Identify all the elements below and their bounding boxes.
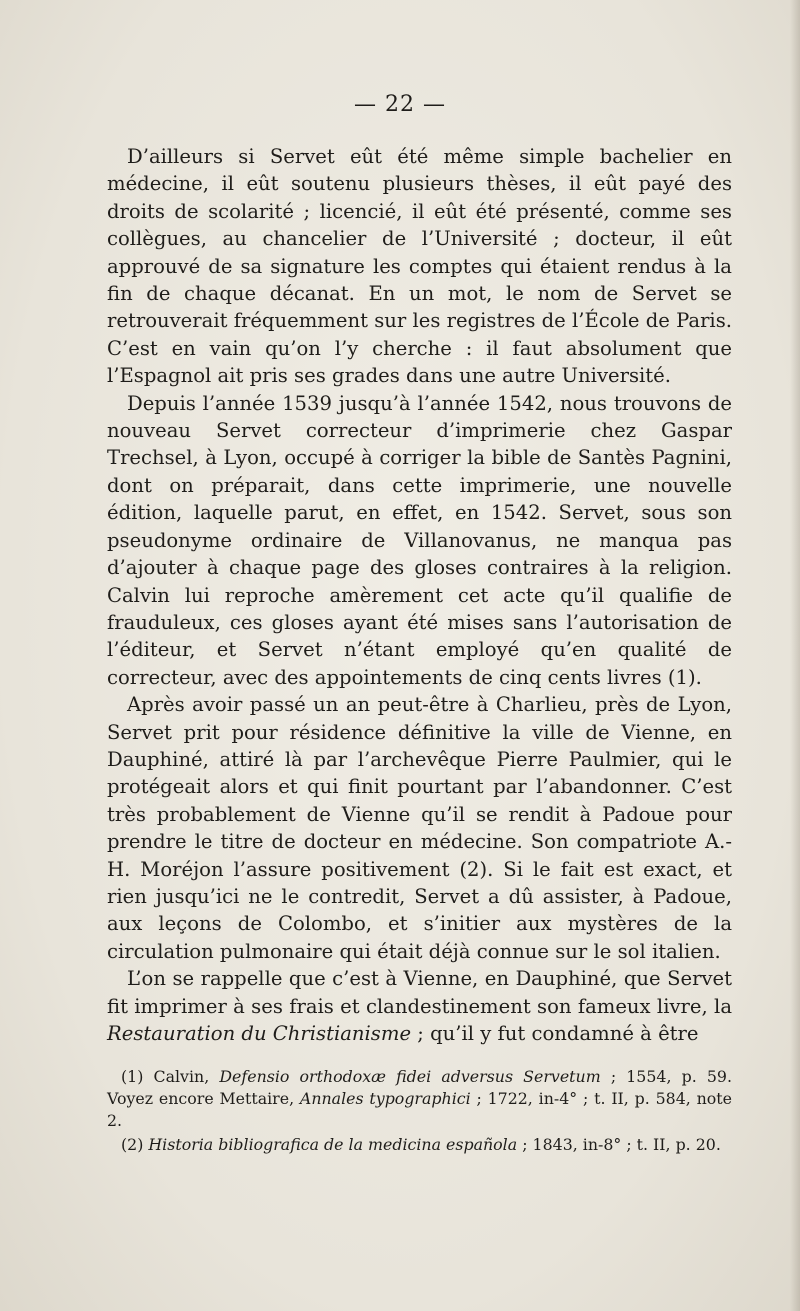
page-edge-shadow <box>790 0 800 1311</box>
book-title-restauration: Restauration du Christianisme <box>107 1022 412 1045</box>
body-text <box>107 143 732 1047</box>
paragraph-4-text-end: ; qu’il y fut condamné à être <box>411 1022 699 1045</box>
footnote-1-end: ; 1722, in-4° ; t. II, p. 584, note 2. <box>107 1089 732 1130</box>
footnote-2-marker: (2) <box>121 1135 149 1154</box>
paragraph-1: D’ailleurs si Servet eût été même simple bachelier en médecine, il eût soutenu plusieurs thèses, il eût payé des droits de scolarité ; licencié, il eût été présenté, comme ses collègues, au chancelier de l’Université ; docteur, il eût approuvé de sa signature les comptes qui étaient rendus à la fin de chaque décanat. En un mot, le nom de Servet se retrouverait fréquemment sur les registres de l’École de Paris. C’est en vain qu’on l’y cherche : il faut absolument que l’Espagnol ait pris ses grades dans une autre Université. <box>107 145 732 388</box>
paragraph-4 <box>107 965 732 1047</box>
footnote-2-title: Historia bibliografica de la medicina española <box>148 1135 518 1154</box>
footnote-1-title: Defensio orthodoxæ fidei adversus Servetum <box>219 1067 601 1086</box>
paragraph-4-text-start: L’on se rappelle que c’est à Vienne, en Dauphiné, que Servet fit imprimer à ses frais et clandestinement son fameux livre, la <box>107 967 732 1018</box>
footnote-2 <box>107 1134 732 1156</box>
footnote-1 <box>107 1066 732 1132</box>
footnotes <box>107 1066 732 1158</box>
page-number: — 22 — <box>354 92 446 117</box>
paragraph-3: Après avoir passé un an peut-être à Charlieu, près de Lyon, Servet prit pour résidence définitive la ville de Vienne, en Dauphiné, attiré là par l’archevêque Pierre Paulmier, qui le protégeait alors et qui finit pourtant par l’abandonner. C’est très probablement de Vienne qu’il se rendit à Padoue pour prendre le titre de docteur en médecine. Son compatriote A.-H. Moréjon l’assure positivement (2). Si le fait est exact, et rien jusqu’ici ne le contredit, Servet a dû assister, à Padoue, aux leçons de Colombo, et s’initier aux mystères de la circulation pulmonaire qui était déjà connue sur le sol italien. <box>107 693 732 963</box>
footnote-1-middle: ; 1554, p. 59. Voyez encore Mettaire, <box>107 1067 732 1108</box>
footnote-2-end: ; 1843, in-8° ; t. II, p. 20. <box>517 1135 721 1154</box>
footnote-1-marker: (1) Calvin, <box>121 1067 220 1086</box>
footnote-1-title-2: Annales typographici <box>299 1089 471 1108</box>
paragraph-2: Depuis l’année 1539 jusqu’à l’année 1542, nous trouvons de nouveau Servet correcteur d’imprimerie chez Gaspar Trechsel, à Lyon, occupé à corriger la bible de Santès Pagnini, dont on préparait, dans cette imprimerie, une nouvelle édition, laquelle parut, en effet, en 1542. Servet, sous son pseudonyme ordinaire de Villanovanus, ne manqua pas d’ajouter à chaque page des gloses contraires à la religion. Calvin lui reproche amèrement cet acte qu’il qualifie de frauduleux, ces gloses ayant été mises sans l’autorisation de l’éditeur, et Servet n’étant employé qu’en qualité de correcteur, avec des appointements de cinq cents livres (1). <box>107 391 732 689</box>
